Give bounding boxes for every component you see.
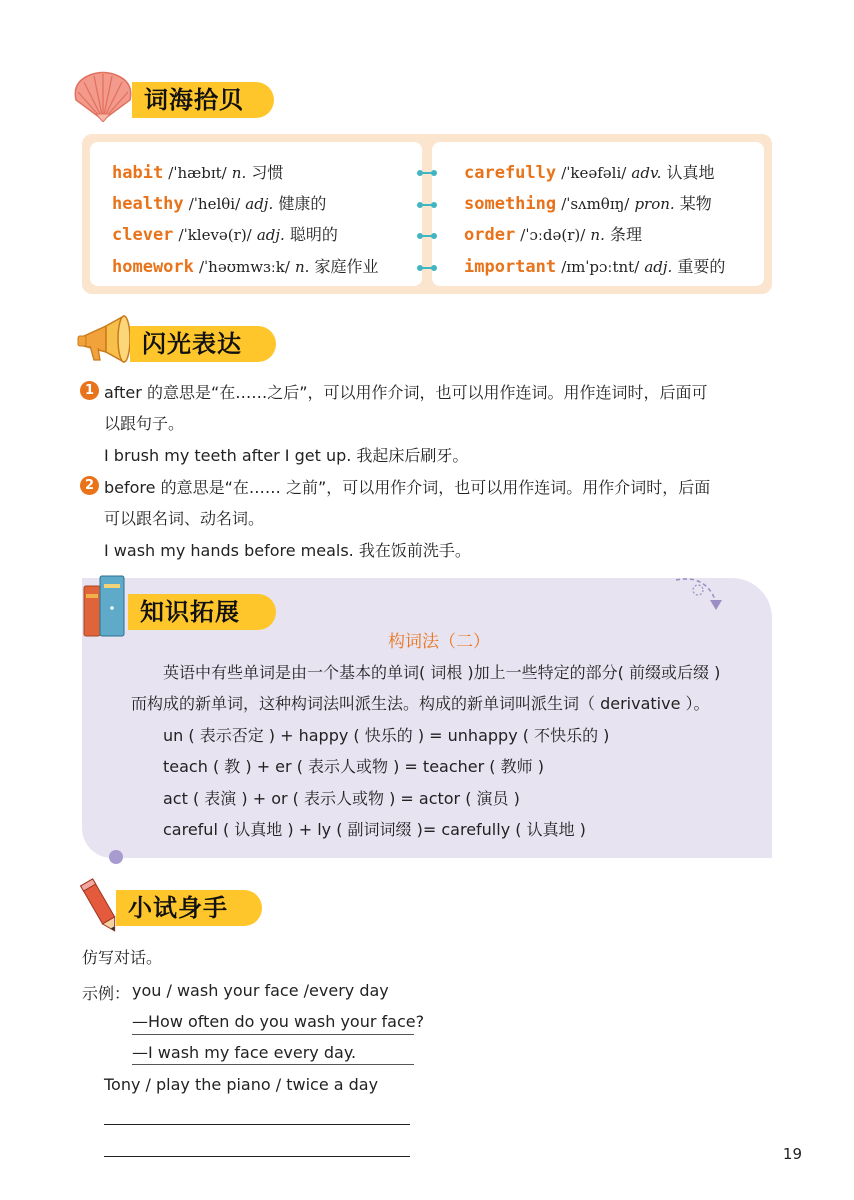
vocab-word: something <box>464 194 557 214</box>
item-number-badge: 1 <box>80 381 99 400</box>
practice-example-label: 示例： <box>82 984 131 1003</box>
vocab-item <box>112 222 338 245</box>
vocab-pos: n. <box>231 164 247 182</box>
vocab-word: healthy <box>112 194 184 214</box>
vocab-meaning: 认真地 <box>666 163 715 182</box>
vocab-phonetic: /ɪmˈpɔːtnt/ <box>561 258 640 276</box>
knowledge-section-header <box>80 572 280 626</box>
connector-icon <box>417 265 437 271</box>
vocab-meaning: 某物 <box>679 194 712 213</box>
vocab-meaning: 聪明的 <box>289 225 338 244</box>
vocab-item <box>464 191 712 214</box>
knowledge-example: careful ( 认真地 ) + ly ( 副词词缀 )= carefully ( 认真地 ) <box>163 820 586 839</box>
vocab-pos: n. <box>590 226 605 244</box>
vocab-item <box>464 222 642 245</box>
vocab-phonetic: /ˈhəʊmwɜːk/ <box>198 258 290 276</box>
vocab-section-title: 词海拾贝 <box>132 82 274 118</box>
knowledge-para-line2: 而构成的新单词，这种构词法叫派生法。构成的新单词叫派生词（ derivative ）。 <box>131 694 710 713</box>
practice-example-question: —How often do you wash your face? <box>132 1012 425 1031</box>
answer-underline <box>132 1064 414 1065</box>
vocab-pos: adj. <box>644 258 673 276</box>
vocab-item <box>112 254 379 277</box>
vocab-phonetic: /ˈsʌmθɪŋ/ <box>561 195 630 213</box>
vocab-phonetic: /ˈhelθi/ <box>188 195 241 213</box>
practice-example-prompt: you / wash your face /every day <box>132 981 389 1000</box>
express-item1-example: I brush my teeth after I get up. 我起床后刷牙。 <box>104 446 469 465</box>
vocab-pos: adj. <box>245 195 274 213</box>
megaphone-icon <box>76 312 138 368</box>
vocab-word: clever <box>112 225 174 245</box>
vocab-word: important <box>464 257 557 277</box>
practice-section-title: 小试身手 <box>116 890 262 926</box>
knowledge-example: teach ( 教 ) + er ( 表示人或物 ) = teacher ( 教师 ) <box>163 757 544 776</box>
vocab-meaning: 习惯 <box>251 163 284 182</box>
vocab-phonetic: /ˈɔːdə(r)/ <box>520 226 586 244</box>
answer-line[interactable] <box>104 1124 410 1125</box>
vocab-meaning: 健康的 <box>278 194 327 213</box>
practice-section-header <box>78 876 278 922</box>
express-section-title: 闪光表达 <box>130 326 276 362</box>
express-item1-line1: after 的意思是“在……之后”，可以用作介词，也可以用作连词。用作连词时，后面可 <box>104 383 708 402</box>
vocab-phonetic: /ˈkeəfəli/ <box>561 164 627 182</box>
practice-instruction: 仿写对话。 <box>82 948 163 967</box>
page-number: 19 <box>782 1145 802 1163</box>
practice-task-prompt: Tony / play the piano / twice a day <box>104 1075 379 1094</box>
purple-dot-icon <box>108 849 124 865</box>
practice-example-answer: —I wash my face every day. <box>132 1043 357 1062</box>
vocab-meaning: 家庭作业 <box>314 257 379 276</box>
express-item2-line1: before 的意思是“在…… 之前”，可以用作介词，也可以用作连词。用作介词时，后面 <box>104 478 711 497</box>
knowledge-subtitle: 构词法（二） <box>388 632 490 652</box>
vocab-pos: pron. <box>634 195 675 213</box>
vocab-word: habit <box>112 163 164 183</box>
vocab-phonetic: /ˈhæbɪt/ <box>168 164 227 182</box>
vocab-word: homework <box>112 257 194 277</box>
express-item2-example: I wash my hands before meals. 我在饭前洗手。 <box>104 541 471 560</box>
express-section-header <box>76 312 276 358</box>
vocab-meaning: 条理 <box>609 225 642 244</box>
vocab-item <box>464 254 725 277</box>
vocab-meaning: 重要的 <box>677 257 726 276</box>
knowledge-example: act ( 表演 ) + or ( 表示人或物 ) = actor ( 演员 ) <box>163 789 520 808</box>
books-icon <box>80 572 132 638</box>
vocab-item <box>464 160 715 183</box>
connector-icon <box>417 233 437 239</box>
item-number-badge: 2 <box>80 476 99 495</box>
vocab-section-header <box>70 70 270 116</box>
vocab-pos: n. <box>295 258 310 276</box>
answer-underline <box>132 1034 414 1035</box>
connector-icon <box>417 202 437 208</box>
vocab-pos: adj. <box>256 226 285 244</box>
vocab-pos: adv. <box>631 164 662 182</box>
connector-icon <box>417 170 437 176</box>
shell-icon <box>70 70 136 122</box>
knowledge-section-title: 知识拓展 <box>128 594 276 630</box>
vocab-item <box>112 160 283 183</box>
vocab-phonetic: /ˈklevə(r)/ <box>178 226 252 244</box>
vocab-item <box>112 191 326 214</box>
express-item2-line2: 可以跟名词、动名词。 <box>104 509 265 528</box>
knowledge-para-line1: 英语中有些单词是由一个基本的单词( 词根 )加上一些特定的部分( 前缀或后缀 ) <box>163 663 721 682</box>
answer-line[interactable] <box>104 1156 410 1157</box>
express-item1-line2: 以跟句子。 <box>104 414 185 433</box>
vocab-word: order <box>464 225 516 245</box>
knowledge-example: un ( 表示否定 ) + happy ( 快乐的 ) = unhappy ( 不快乐的 ) <box>163 726 610 745</box>
dashed-arrow-icon <box>672 572 732 616</box>
vocab-word: carefully <box>464 163 557 183</box>
